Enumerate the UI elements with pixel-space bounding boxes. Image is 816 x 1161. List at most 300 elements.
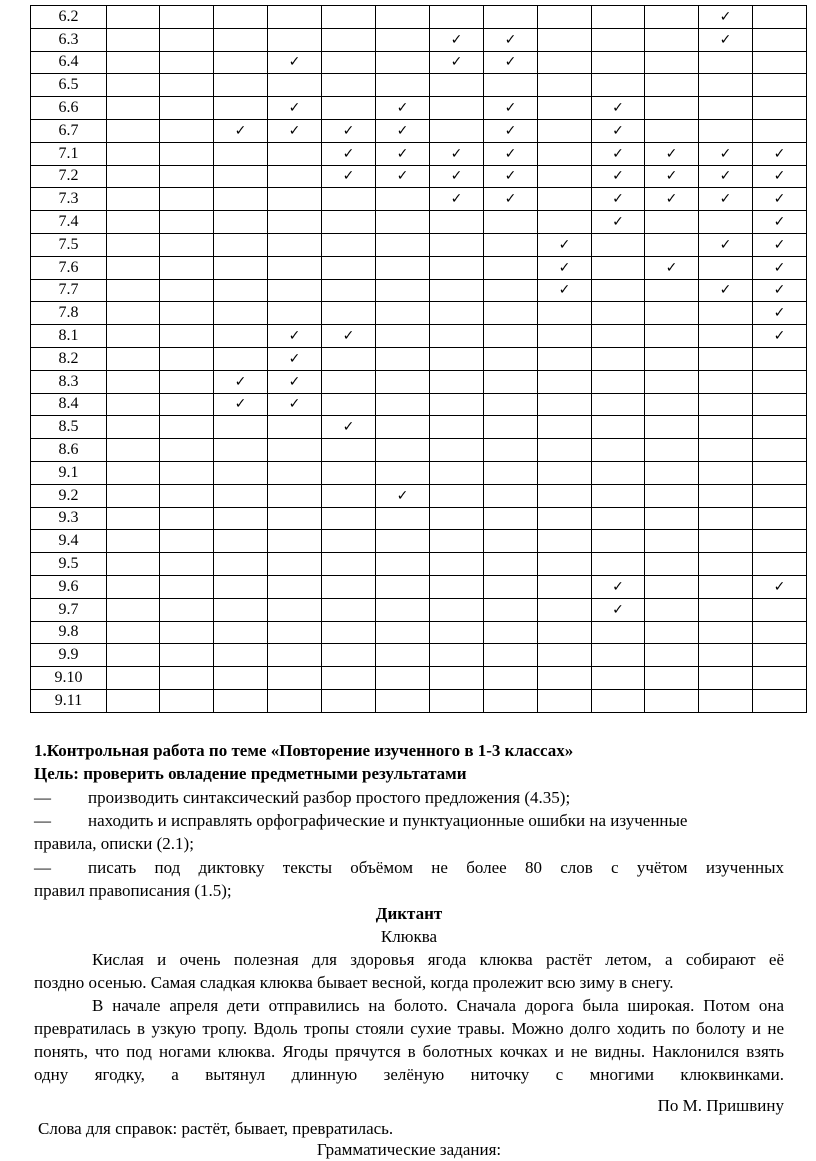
table-cell xyxy=(107,644,160,667)
table-cell xyxy=(592,347,645,370)
table-cell xyxy=(484,667,538,690)
check-mark: ✓ xyxy=(753,142,807,165)
table-row xyxy=(31,439,807,462)
table-cell xyxy=(107,393,160,416)
table-cell xyxy=(214,233,268,256)
table-cell xyxy=(214,211,268,234)
dictation-paragraph-1-line-2: поздно осенью. Самая сладкая клюква бывает весной, когда пролежит всю зиму в снегу. xyxy=(34,973,674,992)
table-cell xyxy=(160,51,214,74)
table-cell xyxy=(645,370,699,393)
table-cell xyxy=(538,598,592,621)
table-cell xyxy=(376,233,430,256)
table-cell xyxy=(268,553,322,576)
check-mark: ✓ xyxy=(538,233,592,256)
table-cell xyxy=(538,28,592,51)
table-cell xyxy=(107,667,160,690)
table-cell xyxy=(376,461,430,484)
table-row xyxy=(31,347,807,370)
check-mark: ✓ xyxy=(753,575,807,598)
table-cell xyxy=(107,370,160,393)
table-cell xyxy=(538,97,592,120)
table-cell xyxy=(268,142,322,165)
table-cell xyxy=(268,575,322,598)
table-cell xyxy=(430,97,484,120)
check-mark: ✓ xyxy=(538,256,592,279)
table-row xyxy=(31,575,807,598)
table-cell xyxy=(107,530,160,553)
table-cell xyxy=(430,621,484,644)
table-cell xyxy=(268,188,322,211)
table-row xyxy=(31,165,807,188)
table-cell xyxy=(645,28,699,51)
table-cell xyxy=(107,6,160,29)
table-cell xyxy=(107,621,160,644)
table-cell xyxy=(107,74,160,97)
table-cell xyxy=(160,142,214,165)
table-cell xyxy=(592,370,645,393)
table-cell xyxy=(484,370,538,393)
table-row xyxy=(31,416,807,439)
table-cell xyxy=(538,484,592,507)
table-cell xyxy=(538,439,592,462)
table-cell xyxy=(322,575,376,598)
table-cell xyxy=(592,689,645,712)
table-cell xyxy=(107,302,160,325)
table-cell xyxy=(753,598,807,621)
check-mark: ✓ xyxy=(645,165,699,188)
check-mark: ✓ xyxy=(376,165,430,188)
table-cell xyxy=(430,233,484,256)
table-cell xyxy=(322,279,376,302)
row-label: 6.2 xyxy=(31,6,107,29)
table-cell xyxy=(645,393,699,416)
row-label: 8.5 xyxy=(31,416,107,439)
table-cell xyxy=(322,347,376,370)
check-mark: ✓ xyxy=(753,211,807,234)
table-cell xyxy=(322,553,376,576)
table-cell xyxy=(645,439,699,462)
table-cell xyxy=(592,279,645,302)
check-mark: ✓ xyxy=(376,142,430,165)
table-cell xyxy=(214,97,268,120)
table-cell xyxy=(699,461,753,484)
table-row xyxy=(31,28,807,51)
table-cell xyxy=(322,256,376,279)
table-cell xyxy=(699,598,753,621)
row-label: 9.9 xyxy=(31,644,107,667)
table-cell xyxy=(322,530,376,553)
table-cell xyxy=(376,553,430,576)
table-cell xyxy=(430,6,484,29)
row-label: 9.3 xyxy=(31,507,107,530)
table-cell xyxy=(699,644,753,667)
table-cell xyxy=(699,302,753,325)
table-cell xyxy=(592,507,645,530)
checklist-table xyxy=(30,5,807,713)
table-cell xyxy=(538,667,592,690)
table-cell xyxy=(107,142,160,165)
table-cell xyxy=(538,6,592,29)
table-cell xyxy=(538,74,592,97)
table-cell xyxy=(160,279,214,302)
table-cell xyxy=(214,484,268,507)
table-cell xyxy=(430,302,484,325)
table-cell xyxy=(107,97,160,120)
table-cell xyxy=(484,416,538,439)
check-mark: ✓ xyxy=(430,142,484,165)
table-row xyxy=(31,74,807,97)
table-cell xyxy=(160,6,214,29)
table-cell xyxy=(430,439,484,462)
row-label: 7.3 xyxy=(31,188,107,211)
table-cell xyxy=(484,211,538,234)
check-mark: ✓ xyxy=(430,188,484,211)
table-cell xyxy=(322,6,376,29)
table-cell xyxy=(430,393,484,416)
table-cell xyxy=(753,370,807,393)
row-label: 9.1 xyxy=(31,461,107,484)
table-cell xyxy=(538,325,592,348)
table-row xyxy=(31,325,807,348)
table-cell xyxy=(430,325,484,348)
table-cell xyxy=(592,302,645,325)
table-cell xyxy=(160,689,214,712)
table-row xyxy=(31,598,807,621)
check-mark: ✓ xyxy=(484,165,538,188)
check-mark: ✓ xyxy=(592,188,645,211)
table-cell xyxy=(268,256,322,279)
row-label: 9.6 xyxy=(31,575,107,598)
table-cell xyxy=(484,6,538,29)
table-cell xyxy=(538,507,592,530)
table-cell xyxy=(699,393,753,416)
table-cell xyxy=(160,211,214,234)
table-cell xyxy=(214,461,268,484)
table-cell xyxy=(484,553,538,576)
row-label: 9.5 xyxy=(31,553,107,576)
table-cell xyxy=(214,188,268,211)
table-cell xyxy=(753,644,807,667)
table-cell xyxy=(214,621,268,644)
row-label: 9.11 xyxy=(31,689,107,712)
check-mark: ✓ xyxy=(592,119,645,142)
table-cell xyxy=(107,51,160,74)
table-cell xyxy=(645,553,699,576)
table-cell xyxy=(214,598,268,621)
row-label: 6.3 xyxy=(31,28,107,51)
table-cell xyxy=(376,507,430,530)
table-cell xyxy=(268,530,322,553)
dictation-author: По М. Пришвину xyxy=(657,1096,784,1115)
check-mark: ✓ xyxy=(645,188,699,211)
check-mark: ✓ xyxy=(753,233,807,256)
table-cell xyxy=(484,256,538,279)
table-cell xyxy=(645,97,699,120)
row-label: 8.2 xyxy=(31,347,107,370)
table-cell xyxy=(376,51,430,74)
table-cell xyxy=(322,188,376,211)
table-cell xyxy=(592,439,645,462)
table-cell xyxy=(268,439,322,462)
table-cell xyxy=(592,553,645,576)
table-row xyxy=(31,233,807,256)
table-cell xyxy=(538,188,592,211)
check-mark: ✓ xyxy=(484,142,538,165)
table-cell xyxy=(322,211,376,234)
table-cell xyxy=(430,370,484,393)
row-label: 8.1 xyxy=(31,325,107,348)
check-mark: ✓ xyxy=(376,97,430,120)
check-mark: ✓ xyxy=(753,188,807,211)
table-cell xyxy=(753,347,807,370)
row-label: 8.4 xyxy=(31,393,107,416)
table-cell xyxy=(107,461,160,484)
table-cell xyxy=(107,553,160,576)
table-row xyxy=(31,370,807,393)
check-mark: ✓ xyxy=(268,325,322,348)
table-cell xyxy=(160,644,214,667)
table-cell xyxy=(376,302,430,325)
table-cell xyxy=(484,279,538,302)
table-cell xyxy=(107,28,160,51)
table-cell xyxy=(376,28,430,51)
table-cell xyxy=(753,28,807,51)
table-cell xyxy=(376,689,430,712)
table-cell xyxy=(160,28,214,51)
table-row xyxy=(31,689,807,712)
table-cell xyxy=(268,689,322,712)
table-cell xyxy=(538,689,592,712)
table-cell xyxy=(430,256,484,279)
check-mark: ✓ xyxy=(268,97,322,120)
table-cell xyxy=(592,256,645,279)
table-cell xyxy=(645,621,699,644)
table-cell xyxy=(699,347,753,370)
table-cell xyxy=(430,74,484,97)
table-cell xyxy=(376,74,430,97)
table-cell xyxy=(160,165,214,188)
table-cell xyxy=(645,279,699,302)
table-cell xyxy=(538,51,592,74)
table-cell xyxy=(268,461,322,484)
table-cell xyxy=(268,416,322,439)
table-cell xyxy=(484,325,538,348)
table-cell xyxy=(538,211,592,234)
table-cell xyxy=(484,74,538,97)
table-row xyxy=(31,302,807,325)
check-mark: ✓ xyxy=(592,142,645,165)
table-cell xyxy=(214,28,268,51)
table-cell xyxy=(268,211,322,234)
table-cell xyxy=(699,507,753,530)
table-row xyxy=(31,256,807,279)
table-cell xyxy=(753,667,807,690)
table-cell xyxy=(214,6,268,29)
table-cell xyxy=(430,689,484,712)
table-cell xyxy=(753,74,807,97)
table-cell xyxy=(376,530,430,553)
table-cell xyxy=(214,689,268,712)
check-mark: ✓ xyxy=(214,370,268,393)
table-cell xyxy=(484,439,538,462)
table-cell xyxy=(430,119,484,142)
table-row xyxy=(31,553,807,576)
table-cell xyxy=(699,256,753,279)
table-cell xyxy=(699,439,753,462)
check-mark: ✓ xyxy=(538,279,592,302)
table-cell xyxy=(160,256,214,279)
check-mark: ✓ xyxy=(699,188,753,211)
table-cell xyxy=(592,74,645,97)
table-cell xyxy=(376,667,430,690)
table-row xyxy=(31,621,807,644)
check-mark: ✓ xyxy=(268,347,322,370)
check-mark: ✓ xyxy=(699,165,753,188)
table-cell xyxy=(107,325,160,348)
table-cell xyxy=(645,302,699,325)
table-row xyxy=(31,119,807,142)
table-cell xyxy=(699,370,753,393)
table-cell xyxy=(645,6,699,29)
table-cell xyxy=(484,598,538,621)
table-cell xyxy=(268,484,322,507)
table-cell xyxy=(430,598,484,621)
table-cell xyxy=(645,667,699,690)
check-mark: ✓ xyxy=(430,28,484,51)
check-mark: ✓ xyxy=(484,28,538,51)
table-cell xyxy=(699,689,753,712)
row-label: 9.2 xyxy=(31,484,107,507)
table-cell xyxy=(538,575,592,598)
table-cell xyxy=(322,507,376,530)
table-cell xyxy=(376,279,430,302)
table-cell xyxy=(322,233,376,256)
table-cell xyxy=(753,97,807,120)
table-cell xyxy=(753,393,807,416)
table-cell xyxy=(538,553,592,576)
row-label: 8.6 xyxy=(31,439,107,462)
table-cell xyxy=(214,347,268,370)
table-cell xyxy=(538,644,592,667)
table-cell xyxy=(376,325,430,348)
table-cell xyxy=(268,598,322,621)
table-cell xyxy=(430,530,484,553)
table-cell xyxy=(538,142,592,165)
row-label: 7.8 xyxy=(31,302,107,325)
table-cell xyxy=(376,644,430,667)
table-cell xyxy=(322,97,376,120)
table-cell xyxy=(107,188,160,211)
check-mark: ✓ xyxy=(214,393,268,416)
row-label: 7.1 xyxy=(31,142,107,165)
check-mark: ✓ xyxy=(268,119,322,142)
table-cell xyxy=(160,393,214,416)
check-mark: ✓ xyxy=(322,325,376,348)
table-cell xyxy=(160,484,214,507)
table-cell xyxy=(430,279,484,302)
table-cell xyxy=(592,233,645,256)
table-cell xyxy=(107,484,160,507)
table-cell xyxy=(268,279,322,302)
table-cell xyxy=(214,667,268,690)
table-cell xyxy=(645,233,699,256)
table-cell xyxy=(268,6,322,29)
row-label: 7.6 xyxy=(31,256,107,279)
row-label: 7.5 xyxy=(31,233,107,256)
table-cell xyxy=(160,233,214,256)
table-cell xyxy=(214,302,268,325)
table-cell xyxy=(107,507,160,530)
row-label: 9.4 xyxy=(31,530,107,553)
table-cell xyxy=(214,74,268,97)
table-cell xyxy=(699,667,753,690)
table-cell xyxy=(107,416,160,439)
table-cell xyxy=(214,530,268,553)
check-mark: ✓ xyxy=(376,484,430,507)
table-cell xyxy=(160,74,214,97)
goal-line: Цель: проверить овладение предметными результатами xyxy=(34,764,467,783)
check-mark: ✓ xyxy=(322,165,376,188)
table-cell xyxy=(538,530,592,553)
check-mark: ✓ xyxy=(376,119,430,142)
table-cell xyxy=(645,507,699,530)
row-label: 9.10 xyxy=(31,667,107,690)
table-cell xyxy=(160,325,214,348)
table-cell xyxy=(107,279,160,302)
table-cell xyxy=(592,416,645,439)
table-cell xyxy=(484,233,538,256)
table-cell xyxy=(430,667,484,690)
table-cell xyxy=(214,256,268,279)
table-cell xyxy=(753,416,807,439)
table-cell xyxy=(592,667,645,690)
table-cell xyxy=(484,507,538,530)
table-cell xyxy=(160,119,214,142)
table-cell xyxy=(645,211,699,234)
dictation-paragraph-2: В начале апреля дети отправились на болото. Сначала дорога была широкая. Потом она превратилась в узкую тропу. Вдоль тропы стояли сухие травы. Можно долго ходить по болоту и не понять, что под ногами клюква. Ягоды прячутся в болотных кочках и не видны. Наклонился взять одну ягодку, а вытянул длинную зелёную ниточку с многими клюквинками. xyxy=(34,996,784,1084)
table-cell xyxy=(376,188,430,211)
check-mark: ✓ xyxy=(592,575,645,598)
table-cell xyxy=(753,689,807,712)
goal-item-3-continuation: правил правописания (1.5); xyxy=(34,881,232,900)
table-cell xyxy=(160,439,214,462)
check-mark: ✓ xyxy=(645,142,699,165)
table-cell xyxy=(484,621,538,644)
check-mark: ✓ xyxy=(484,97,538,120)
table-cell xyxy=(322,689,376,712)
table-cell xyxy=(322,393,376,416)
table-cell xyxy=(376,439,430,462)
table-row xyxy=(31,484,807,507)
table-cell xyxy=(484,302,538,325)
table-cell xyxy=(699,553,753,576)
table-row xyxy=(31,188,807,211)
reference-words: Слова для справок: растёт, бывает, превратилась. xyxy=(38,1119,394,1138)
table-row xyxy=(31,279,807,302)
dictation-heading: Диктант xyxy=(375,904,443,923)
table-cell xyxy=(753,553,807,576)
check-mark: ✓ xyxy=(645,256,699,279)
table-row xyxy=(31,530,807,553)
table-cell xyxy=(430,575,484,598)
table-cell xyxy=(107,119,160,142)
table-cell xyxy=(645,325,699,348)
table-cell xyxy=(376,416,430,439)
check-mark: ✓ xyxy=(268,393,322,416)
table-cell xyxy=(214,165,268,188)
table-row xyxy=(31,461,807,484)
table-cell xyxy=(430,553,484,576)
